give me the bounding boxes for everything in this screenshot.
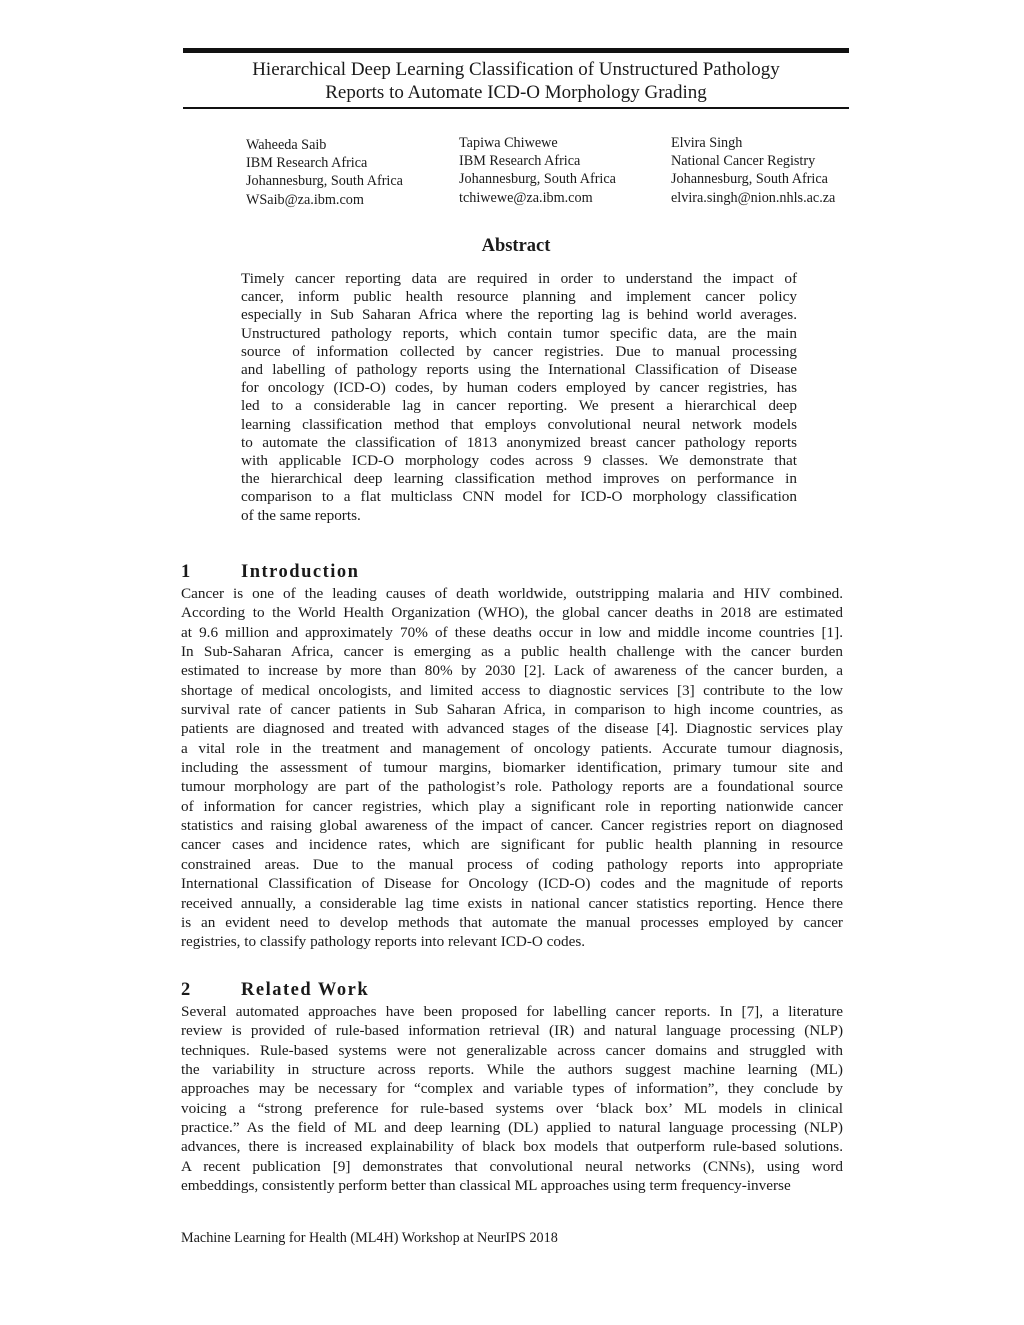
page-footer: Machine Learning for Health (ML4H) Workshop at NeurIPS 2018 [181, 1230, 558, 1246]
text-line: patients are diagnosed and treated with advanced stages of the disease [4]. Diagnostic services play [181, 720, 843, 738]
text-line: Several automated approaches have been proposed for labelling cancer reports. In [7], a literature [181, 1003, 843, 1020]
text-line: A recent publication [9] demonstrates that convolutional neural networks (CNNs), using word [181, 1157, 843, 1175]
text-line: statistics and raising global awareness of the impact of cancer. Cancer registries report on diagnosed [181, 817, 843, 835]
text-line: is an evident need to develop methods that automate the manual processes employed by cancer [181, 913, 843, 931]
abstract-body [241, 270, 797, 525]
text-line: approaches may be necessary for “complex and variable types of information”, they conclude by [181, 1080, 843, 1098]
text-line: especially in Sub Saharan Africa where the reporting lag is behind world averages. [241, 306, 797, 324]
text-line: at 9.6 million and approximately 70% of these deaths occur in low and middle income countries [1]. [181, 623, 843, 641]
text-line: Timely cancer reporting data are required in order to understand the impact of [241, 270, 797, 287]
text-line: estimated to increase by more than 80% by 2030 [2]. Lack of awareness of the cancer burden, a [181, 662, 843, 680]
text-line: cancer cases and incidence rates, which are significant for public health planning in resource [181, 836, 843, 854]
title-rule-bottom [183, 107, 849, 109]
author-location: Johannesburg, South Africa [246, 173, 403, 190]
text-line: of information for cancer registries, which play a significant role in reporting nationwide cancer [181, 797, 843, 815]
text-line: tumour morphology are part of the pathologist’s role. Pathology reports are a foundational source [181, 778, 843, 796]
section-heading-introduction [181, 562, 359, 583]
section-number: 1 [181, 562, 192, 582]
text-line: for oncology (ICD-O) codes, by human coders employed by cancer registries, has [241, 379, 797, 397]
text-line: with applicable ICD-O morphology codes across 9 classes. We demonstrate that [241, 452, 797, 470]
text-line: International Classification of Disease for Oncology (ICD-O) codes and the magnitude of reports [181, 875, 843, 893]
section-heading-related-work [181, 980, 369, 1001]
paper-title [183, 58, 849, 104]
author-block [246, 136, 403, 209]
title-rule-top [183, 48, 849, 53]
author-name: Tapiwa Chiwewe [459, 135, 558, 151]
author-block [671, 134, 835, 207]
author-affiliation: IBM Research Africa [459, 153, 581, 170]
text-line: practice.” As the field of ML and deep learning (DL) applied to natural language processing (NLP) [181, 1119, 843, 1137]
text-line: constrained areas. Due to the manual process of coding pathology reports into appropriate [181, 855, 843, 873]
text-line: source of information collected by cancer registries. Due to manual processing [241, 342, 797, 360]
text-line: of the same reports. [241, 506, 361, 524]
title-line: Reports to Automate ICD-O Morphology Grading [325, 82, 707, 103]
text-line: According to the World Health Organization (WHO), the global cancer deaths in 2018 are estimated [181, 604, 843, 622]
text-line: registries, to classify pathology reports into relevant ICD-O codes. [181, 933, 586, 951]
section-title: Related Work [241, 980, 370, 1000]
text-line: Cancer is one of the leading causes of death worldwide, outstripping malaria and HIV combined. [181, 585, 843, 602]
section-number: 2 [181, 980, 192, 1000]
text-line: review is provided of rule-based information retrieval (IR) and natural language processing (NLP) [181, 1022, 843, 1040]
text-line: Unstructured pathology reports, which contain tumor specific data, are the main [241, 324, 797, 342]
author-email[interactable]: tchiwewe@za.ibm.com [459, 189, 593, 206]
text-line: a vital role in the treatment and management of oncology patients. Accurate tumour diagnosis, [181, 739, 843, 757]
author-location: Johannesburg, South Africa [459, 171, 616, 188]
related-work-body [181, 1002, 843, 1195]
author-block [459, 134, 616, 207]
text-line: shortage of medical oncologists, and limited access to diagnostic services [3] contribute to the low [181, 681, 843, 699]
author-affiliation: IBM Research Africa [246, 155, 368, 172]
author-email[interactable]: elvira.singh@nion.nhls.ac.za [671, 189, 836, 206]
section-title: Introduction [241, 562, 360, 582]
text-line: comparison to a flat multiclass CNN model for ICD-O morphology classification [241, 488, 797, 506]
title-line: Hierarchical Deep Learning Classification of Unstructured Pathology [252, 59, 780, 80]
text-line: survival rate of cancer patients in Sub Saharan Africa, in comparison to high income countries, as [181, 701, 843, 719]
text-line: the hierarchical deep learning classification method improves on performance in [241, 470, 797, 488]
text-line: techniques. Rule-based systems were not generalizable across cancer domains and struggled with [181, 1041, 843, 1059]
text-line: to automate the classification of 1813 anonymized breast cancer pathology reports [241, 433, 797, 451]
text-line: led to a considerable lag in cancer reporting. We present a hierarchical deep [241, 397, 797, 415]
text-line: voicing a “strong preference for rule-based systems over ‘black box’ ML models in clinical [181, 1099, 843, 1117]
text-line: learning classification method that employs convolutional neural network models [241, 415, 797, 433]
text-line: advances, there is increased explainability of black box models that outperform rule-based solutions. [181, 1138, 843, 1156]
text-line: embeddings, consistently perform better than classical ML approaches using term frequency-inverse [181, 1177, 791, 1195]
text-line: the variability in structure across reports. While the authors suggest machine learning (ML) [181, 1061, 843, 1079]
abstract-heading: Abstract [481, 236, 551, 256]
author-location: Johannesburg, South Africa [671, 171, 828, 188]
introduction-body [181, 584, 843, 952]
author-affiliation: National Cancer Registry [671, 153, 816, 170]
text-line: and labelling of pathology reports using the International Classification of Disease [241, 361, 797, 379]
text-line: In Sub-Saharan Africa, cancer is emerging as a public health challenge with the cancer burden [181, 643, 843, 661]
author-name: Elvira Singh [671, 135, 743, 151]
author-email[interactable]: WSaib@za.ibm.com [246, 191, 364, 208]
text-line: received annually, a considerable lag time exists in national cancer statistics reporting. Hence there [181, 894, 843, 912]
author-name: Waheeda Saib [246, 137, 327, 153]
text-line: including the assessment of tumour margins, biomarker identification, primary tumour site and [181, 759, 843, 777]
text-line: cancer, inform public health resource planning and implement cancer policy [241, 288, 797, 306]
